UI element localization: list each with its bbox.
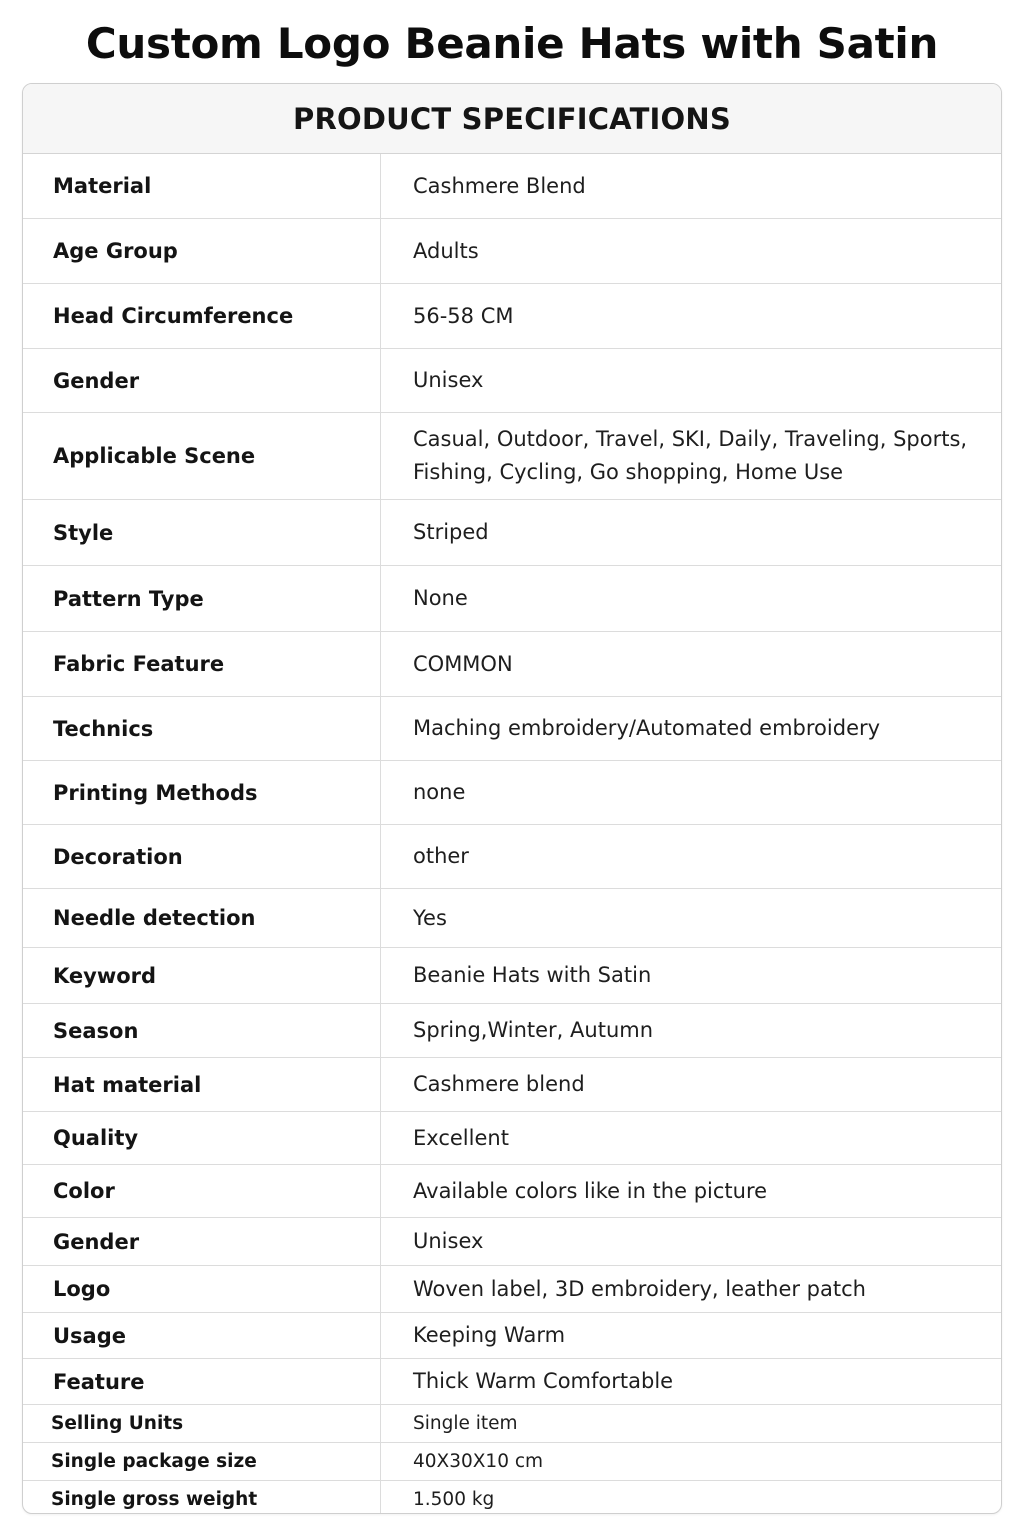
- spec-value: Maching embroidery/Automated embroidery: [413, 716, 881, 740]
- spec-value: Casual, Outdoor, Travel, SKI, Daily, Traveling, Sports, Fishing, Cycling, Go shopping, Home Use: [413, 427, 968, 484]
- spec-value: Beanie Hats with Satin: [413, 963, 652, 987]
- spec-value: Keeping Warm: [413, 1323, 566, 1347]
- spec-value: COMMON: [413, 651, 513, 676]
- spec-value: other: [413, 844, 469, 868]
- spec-row: [23, 219, 1001, 284]
- spec-row: [23, 889, 1001, 948]
- spec-row: [23, 825, 1001, 889]
- spec-label: Feature: [23, 1359, 381, 1404]
- spec-value: 1.500 kg: [413, 1489, 495, 1510]
- spec-label: Age Group: [23, 219, 381, 283]
- spec-value: Unisex: [413, 368, 484, 392]
- spec-row: [23, 697, 1001, 761]
- spec-value: Cashmere blend: [413, 1072, 585, 1096]
- spec-row: [23, 349, 1001, 413]
- spec-row: [23, 1058, 1001, 1112]
- spec-row: [23, 284, 1001, 349]
- spec-label: Decoration: [23, 825, 381, 888]
- spec-label: Applicable Scene: [23, 413, 381, 499]
- spec-table-header: PRODUCT SPECIFICATIONS: [23, 84, 1001, 154]
- spec-row: [23, 154, 1001, 219]
- spec-value: none: [413, 780, 466, 804]
- spec-row: [23, 1112, 1001, 1165]
- spec-value: Single item: [413, 1413, 518, 1434]
- spec-value: None: [413, 586, 468, 610]
- spec-label: Selling Units: [23, 1405, 381, 1442]
- spec-row: [23, 632, 1001, 697]
- spec-row: [23, 1004, 1001, 1058]
- spec-label: Keyword: [23, 948, 381, 1003]
- spec-label: Technics: [23, 697, 381, 760]
- spec-row: [23, 1405, 1001, 1443]
- spec-value: Woven label, 3D embroidery, leather patch: [413, 1276, 866, 1301]
- spec-row: [23, 761, 1001, 825]
- spec-row: [23, 500, 1001, 566]
- spec-row: [23, 1218, 1001, 1266]
- spec-row: [23, 1481, 1001, 1514]
- spec-label: Gender: [23, 1218, 381, 1265]
- spec-value: Unisex: [413, 1229, 484, 1253]
- spec-value: Striped: [413, 520, 489, 544]
- spec-label: Usage: [23, 1313, 381, 1358]
- spec-label: Pattern Type: [23, 566, 381, 631]
- spec-value: Excellent: [413, 1125, 509, 1150]
- spec-label: Needle detection: [23, 889, 381, 947]
- spec-value: Available colors like in the picture: [413, 1178, 768, 1203]
- spec-row: [23, 1359, 1001, 1405]
- spec-row: [23, 566, 1001, 632]
- product-specifications-card: [22, 83, 1002, 1514]
- spec-table: [23, 154, 1001, 1514]
- spec-label: Single package size: [23, 1443, 381, 1480]
- spec-row: [23, 1266, 1001, 1313]
- spec-label: Single gross weight: [23, 1481, 381, 1514]
- spec-value: 56-58 CM: [413, 303, 514, 328]
- spec-value: Spring,Winter, Autumn: [413, 1018, 654, 1042]
- spec-row: [23, 413, 1001, 500]
- spec-value: Adults: [413, 238, 479, 263]
- spec-label: Hat material: [23, 1058, 381, 1111]
- spec-label: Fabric Feature: [23, 632, 381, 696]
- spec-value: Yes: [413, 905, 447, 930]
- spec-label: Gender: [23, 349, 381, 412]
- spec-label: Head Circumference: [23, 284, 381, 348]
- spec-value: 40X30X10 cm: [413, 1451, 544, 1472]
- spec-row: [23, 1443, 1001, 1481]
- spec-row: [23, 1313, 1001, 1359]
- spec-label: Season: [23, 1004, 381, 1057]
- page-title: Custom Logo Beanie Hats with Satin: [85, 19, 939, 68]
- spec-row: [23, 1165, 1001, 1218]
- spec-row: [23, 948, 1001, 1004]
- spec-value: Thick Warm Comfortable: [413, 1369, 674, 1393]
- spec-value: Cashmere Blend: [413, 173, 586, 198]
- spec-label: Printing Methods: [23, 761, 381, 824]
- spec-label: Logo: [23, 1266, 381, 1312]
- spec-label: Color: [23, 1165, 381, 1217]
- spec-label: Quality: [23, 1112, 381, 1164]
- spec-label: Style: [23, 500, 381, 565]
- spec-label: Material: [23, 154, 381, 218]
